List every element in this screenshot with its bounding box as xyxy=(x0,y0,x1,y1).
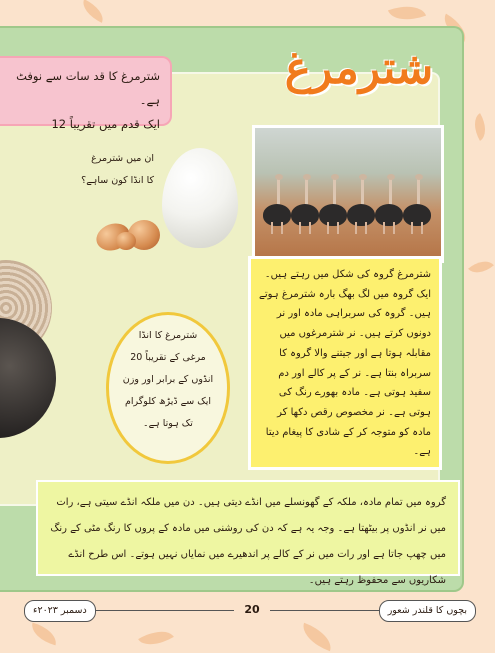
page-title: شترمرغ xyxy=(284,43,434,94)
egg-question xyxy=(66,148,154,192)
ostrich-closeup-image xyxy=(0,252,58,460)
magazine-name: بچوں کا قلندر شعور xyxy=(379,600,476,622)
egg-question-line-1: ان میں شترمرغ xyxy=(91,153,154,164)
height-fact-line-2: ایک قدم میں تقریباً 12 xyxy=(51,117,160,131)
egg-fact-bubble xyxy=(106,312,230,464)
egg-fact-title: شترمرغ کا انڈا xyxy=(138,330,198,341)
background-leaf xyxy=(468,113,492,141)
background-leaf xyxy=(388,0,426,27)
background-leaf xyxy=(28,623,59,646)
issue-date: دسمبر ۲۰۲۳ء xyxy=(24,600,96,622)
height-fact-box xyxy=(0,56,172,131)
footer-rule xyxy=(70,610,382,611)
egg-question-line-2: کا انڈا کون ساہے؟ xyxy=(81,175,154,186)
group-behavior-text: شترمرغ گروہ کی شکل میں رہتے ہیں۔ ایک گروہ میں لگ بھگ بارہ شترمرغ ہوتے ہیں۔ گروہ کی سربراہی مادہ اور نر دونوں کرتے ہیں۔ نر شترمرغوں میں مقابلہ ہوتا ہے اور جیتنے والا گروہ کا سربراہ بنتا ہے۔ نر کے پر کالے اور دم سفید ہوتی ہے۔ مادہ بھورے رنگ کی ہوتی ہے۔ نر مخصوص رقص دکھا کر مادہ کو متوجہ کر کے شادی کا پیغام دیتا ہے۔ xyxy=(248,256,442,470)
ostrich-group-photo xyxy=(252,125,444,263)
hen-egg-image xyxy=(116,232,136,250)
nesting-text: گروہ میں تمام مادہ، ملکہ کے گھونسلے میں انڈے دیتی ہیں۔ دن میں ملکہ انڈے سیتی ہے، رات میں نر انڈوں پر بیٹھتا ہے۔ وجہ یہ ہے کہ دن کی روشنی میں مادہ کے پروں کا رنگ مٹی کے رنگ میں چھپ جاتا ہے اور رات میں نر کے کالے پر اندھیرے میں نمایاں نہیں ہوتے۔ اس طرح انڈے شکاریوں سے محفوظ رہتے ہیں۔ xyxy=(36,480,460,576)
page-number: 20 xyxy=(234,600,270,620)
height-fact-line-1: شترمرغ کا قد سات سے نوفٹ ہے۔ xyxy=(16,69,160,107)
background-leaf xyxy=(138,623,174,653)
egg-fact-text: مرغی کے تقریباً 20 انڈوں کے برابر اور وزن ایک سے ڈیڑھ کلوگرام تک ہوتا ہے۔ xyxy=(122,352,214,429)
background-leaf xyxy=(298,623,336,652)
background-leaf xyxy=(78,0,107,23)
page-footer xyxy=(24,600,476,622)
background-leaf xyxy=(468,255,494,280)
